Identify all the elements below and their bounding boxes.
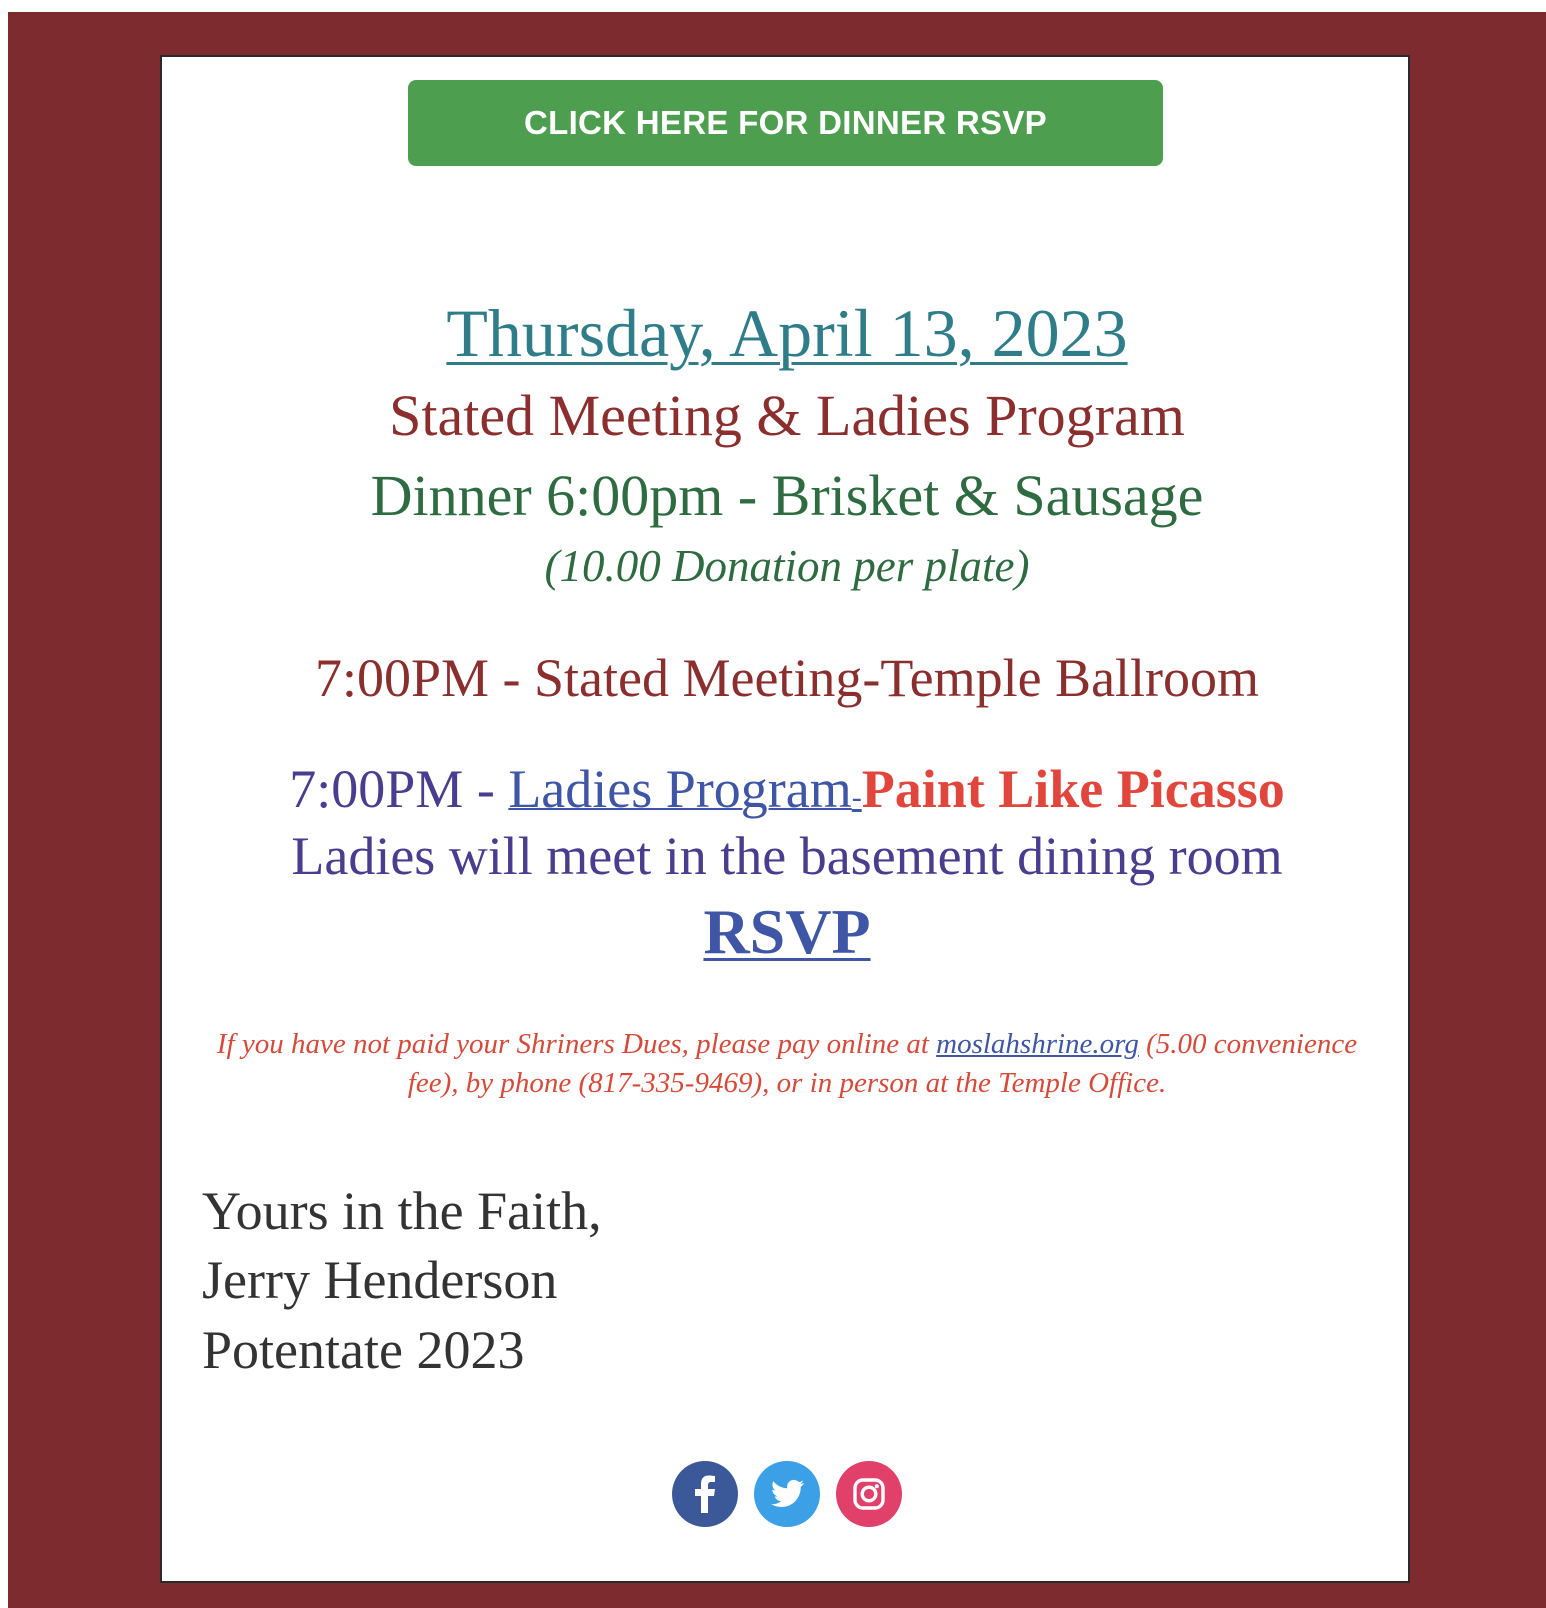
- email-card: [160, 55, 1410, 1583]
- dues-text-after: (5.00 convenience fee), by phone (817-335-9469), or in person at the Temple Office.: [407, 1028, 1358, 1099]
- ladies-dash[interactable]: -: [851, 781, 862, 814]
- dues-notice: [202, 1025, 1372, 1103]
- moslahshrine-link[interactable]: moslahshrine.org: [936, 1028, 1139, 1060]
- donation-note: (10.00 Donation per plate): [544, 541, 1030, 591]
- signature-closing: Yours in the Faith,: [202, 1181, 602, 1241]
- dinner-rsvp-button[interactable]: CLICK HERE FOR DINNER RSVP: [408, 80, 1163, 166]
- twitter-icon[interactable]: [754, 1461, 820, 1527]
- dues-text-before: If you have not paid your Shriners Dues, please pay online at: [216, 1028, 937, 1060]
- ladies-program-link[interactable]: Ladies Program: [508, 759, 852, 819]
- paint-like-picasso: Paint Like Picasso: [861, 759, 1285, 819]
- event-date-text[interactable]: Thursday, April 13, 2023: [446, 295, 1128, 371]
- event-title: Stated Meeting & Ladies Program: [389, 383, 1185, 448]
- facebook-icon[interactable]: [672, 1461, 738, 1527]
- rsvp-link[interactable]: RSVP: [703, 896, 871, 967]
- social-links: [162, 1461, 1412, 1527]
- ladies-location: Ladies will meet in the basement dining room: [291, 826, 1283, 886]
- page-frame: [8, 12, 1546, 1608]
- dinner-info: Dinner 6:00pm - Brisket & Sausage: [370, 463, 1204, 528]
- stated-meeting-time: 7:00PM - Stated Meeting-Temple Ballroom: [314, 648, 1260, 708]
- ladies-time: 7:00PM -: [289, 759, 509, 819]
- ladies-program-line: [162, 757, 1412, 830]
- signature-position: Potentate 2023: [202, 1320, 525, 1380]
- event-date-link[interactable]: [162, 293, 1412, 373]
- rsvp-link-container: [162, 895, 1412, 969]
- signature-name: Jerry Henderson: [202, 1250, 558, 1310]
- instagram-icon[interactable]: [836, 1461, 902, 1527]
